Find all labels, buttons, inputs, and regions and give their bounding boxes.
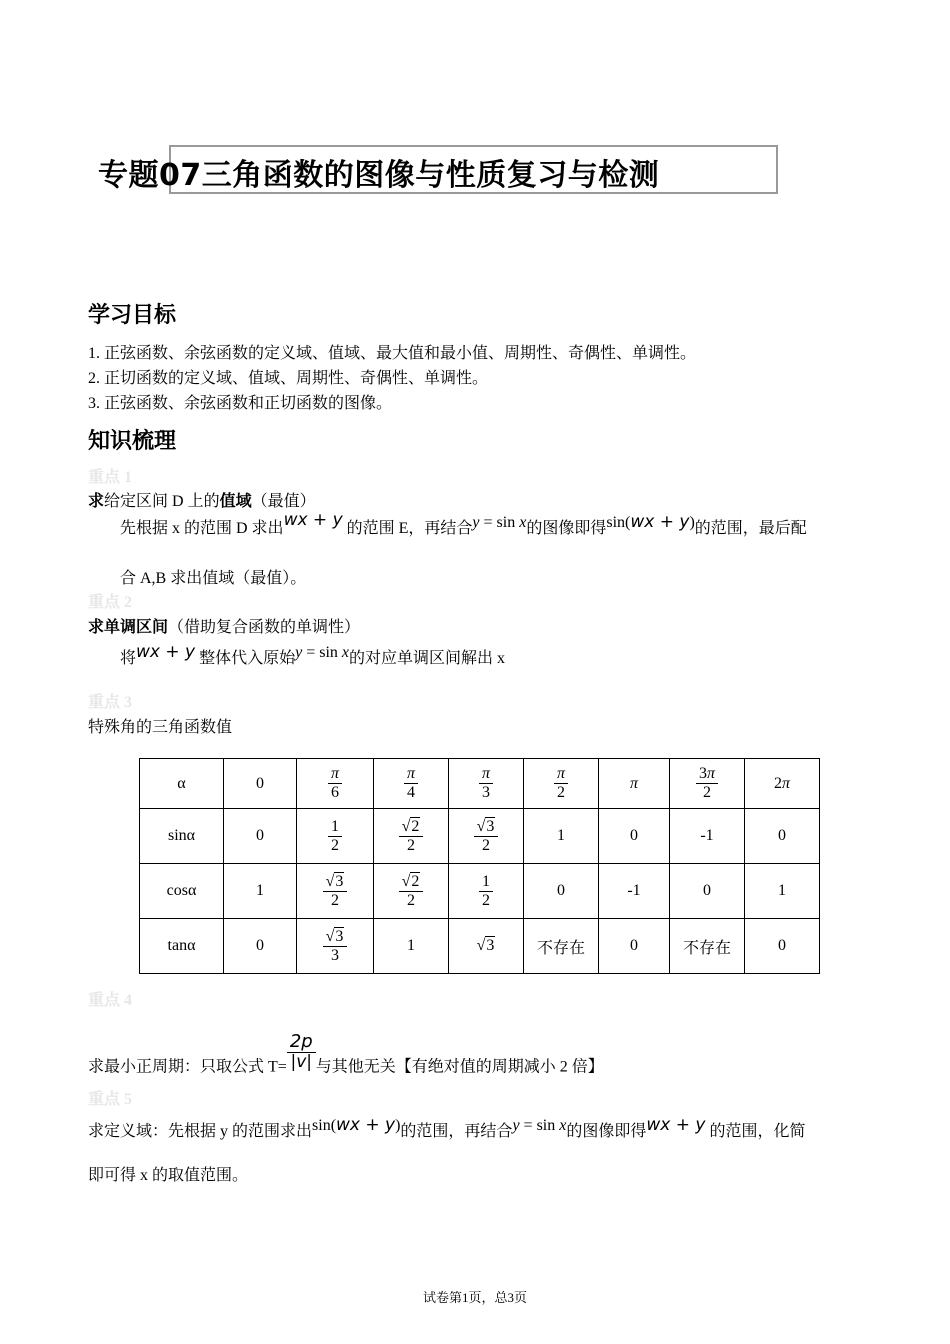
- text: 先根据 x 的范围 D 求出: [120, 520, 284, 537]
- formula-wx-plus-y: wx + y: [646, 1115, 706, 1135]
- text: 的范围，最后配: [694, 520, 807, 537]
- cell: 0: [670, 864, 745, 919]
- cell: 0: [599, 919, 670, 974]
- cell: -1: [599, 864, 670, 919]
- lead-bold: 求单调区间: [88, 619, 169, 636]
- formula-y-sinx: y = sin x: [472, 514, 527, 531]
- header-2pi: 2π: [745, 759, 820, 809]
- cell: $\frac{1}{2}$: [449, 864, 524, 919]
- key-point-1-lead: [88, 488, 316, 511]
- special-angle-table: [139, 758, 820, 974]
- text: 将: [120, 650, 137, 667]
- key-point-5-label: 重点 5: [88, 1091, 133, 1108]
- formula-y-sinx: y = sin x: [295, 644, 350, 661]
- cell: 0: [745, 809, 820, 864]
- cell: 0: [745, 919, 820, 974]
- cell: $\frac{√3}{2}$: [297, 864, 374, 919]
- cell: sinα: [140, 809, 224, 864]
- lead-text: （借助复合函数的单调性）: [168, 619, 361, 636]
- formula-period: $\frac{2p}{|v|}$: [287, 1032, 316, 1071]
- cell: 0: [224, 919, 297, 974]
- key-point-2-lead: [88, 614, 360, 637]
- cell: 1: [745, 864, 820, 919]
- formula-sin-wx-y: sin(wx + y): [606, 512, 695, 532]
- cell: √3: [449, 919, 524, 974]
- formula-wx-plus-y: wx + y: [136, 642, 196, 662]
- key-point-3-line: 特殊角的三角函数值: [88, 719, 233, 736]
- formula-sin-wx-y: sin(wx + y): [312, 1115, 401, 1135]
- formula-y-sinx: y = sin x: [512, 1117, 567, 1134]
- lead-bold: 求: [88, 493, 105, 510]
- knowledge-heading: 知识梳理: [88, 429, 177, 454]
- goals-heading: 学习目标: [88, 303, 177, 328]
- header-pi-4: $\frac{\pi}{4}$: [374, 759, 449, 809]
- cell: tanα: [140, 919, 224, 974]
- table-row-sin: [140, 809, 820, 864]
- cell: $\frac{1}{2}$: [297, 809, 374, 864]
- goal-item-2: 2. 正切函数的定义域、值域、周期性、奇偶性、单调性。: [88, 370, 489, 387]
- text: 的图像即得: [566, 1123, 647, 1140]
- text: 的范围，再结合: [400, 1123, 513, 1140]
- header-pi-3: $\frac{\pi}{3}$: [449, 759, 524, 809]
- text: 求定义域：先根据 y 的范围求出: [88, 1123, 313, 1140]
- page-title: 专题07三角函数的图像与性质复习与检测: [98, 158, 660, 193]
- cell: 不存在: [524, 919, 599, 974]
- goal-item-3: 3. 正弦函数、余弦函数和正切函数的图像。: [88, 395, 393, 412]
- text: 的图像即得: [526, 520, 607, 537]
- header-zero: 0: [224, 759, 297, 809]
- table-row-tan: [140, 919, 820, 974]
- cell: $\frac{√2}{2}$: [374, 809, 449, 864]
- table-row-cos: [140, 864, 820, 919]
- lead-text: 给定区间 D 上的: [104, 493, 220, 510]
- header-pi: π: [599, 759, 670, 809]
- cell: $\frac{√3}{2}$: [449, 809, 524, 864]
- text: 求最小正周期：只取公式 T=: [88, 1058, 287, 1076]
- key-point-1-line-2: 合 A,B 求出值域（最值）。: [120, 570, 307, 587]
- header-3pi-2: $\frac{3\pi}{2}$: [670, 759, 745, 809]
- cell: 0: [599, 809, 670, 864]
- cell: cosα: [140, 864, 224, 919]
- header-pi-2: $\frac{\pi}{2}$: [524, 759, 599, 809]
- key-point-5-line-1: [88, 1115, 806, 1141]
- goal-item-1: 1. 正弦函数、余弦函数的定义域、值域、最大值和最小值、周期性、奇偶性、单调性。: [88, 345, 697, 362]
- text: 的对应单调区间解出 x: [349, 650, 506, 667]
- cell: $\frac{√2}{2}$: [374, 864, 449, 919]
- table-header-row: [140, 759, 820, 809]
- key-point-4-line: [88, 1031, 604, 1087]
- text: 整体代入原始: [199, 650, 296, 667]
- key-point-3-label: 重点 3: [88, 694, 133, 711]
- text: 的范围，化简: [709, 1123, 806, 1140]
- formula-wx-plus-y: wx + y: [283, 510, 343, 530]
- cell: 0: [224, 809, 297, 864]
- text: 的范围 E，再结合: [346, 520, 473, 537]
- page-footer: 试卷第1页，总3页: [422, 1290, 527, 1305]
- cell: 1: [374, 919, 449, 974]
- cell: $\frac{√3}{3}$: [297, 919, 374, 974]
- key-point-2-line: [120, 642, 506, 668]
- cell: 1: [524, 809, 599, 864]
- key-point-4-label: 重点 4: [88, 992, 133, 1009]
- cell: 1: [224, 864, 297, 919]
- cell: 不存在: [670, 919, 745, 974]
- cell: 0: [524, 864, 599, 919]
- header-pi-6: $\frac{\pi}{6}$: [297, 759, 374, 809]
- text: 与其他无关【有绝对值的周期减小 2 倍】: [315, 1058, 604, 1076]
- key-point-1-label: 重点 1: [88, 469, 133, 486]
- key-point-2-label: 重点 2: [88, 594, 133, 611]
- key-point-1-line-1: [120, 510, 807, 538]
- key-point-5-line-2: 即可得 x 的取值范围。: [88, 1167, 249, 1184]
- header-alpha: α: [140, 759, 224, 809]
- lead-bold: 值域: [219, 493, 252, 510]
- cell: -1: [670, 809, 745, 864]
- lead-text: （最值）: [251, 493, 316, 510]
